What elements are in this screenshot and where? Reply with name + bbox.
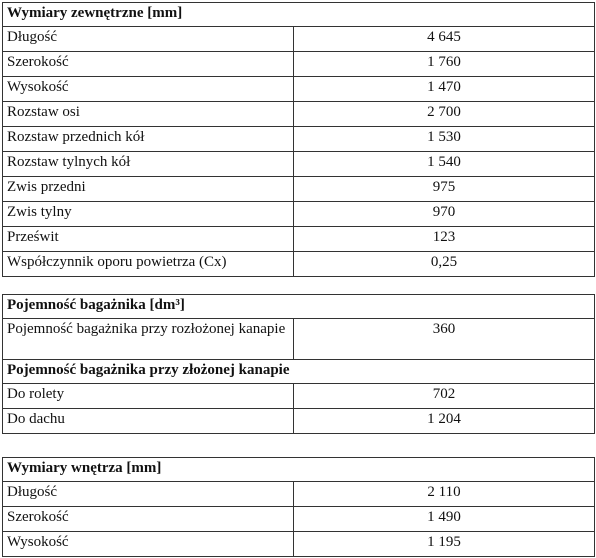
table-row: [3, 252, 595, 277]
table-row: [3, 177, 595, 202]
row-label: Pojemność bagażnika przy rozłożonej kanapie: [3, 319, 294, 360]
row-label: Prześwit: [3, 227, 294, 252]
row-label: Zwis tylny: [3, 202, 294, 227]
row-label: Wysokość: [3, 532, 294, 557]
row-value: 1 204: [294, 409, 595, 434]
exterior-title: Wymiary zewnętrzne [mm]: [3, 3, 595, 27]
table-row: [3, 127, 595, 152]
table-header-row: [3, 3, 595, 27]
row-value: 2 110: [294, 482, 595, 507]
interior-title: Wymiary wnętrza [mm]: [3, 458, 595, 482]
row-label: Do rolety: [3, 384, 294, 409]
table-row: [3, 27, 595, 52]
row-value: 1 490: [294, 507, 595, 532]
row-label: Do dachu: [3, 409, 294, 434]
row-value: 123: [294, 227, 595, 252]
table-row: [3, 77, 595, 102]
row-value: 1 195: [294, 532, 595, 557]
row-value: 702: [294, 384, 595, 409]
table-row: [3, 532, 595, 557]
table-row: [3, 102, 595, 127]
interior-dimensions-table: [2, 457, 595, 557]
row-label: Rozstaw przednich kół: [3, 127, 294, 152]
row-value: 1 540: [294, 152, 595, 177]
row-label: Rozstaw tylnych kół: [3, 152, 294, 177]
table-row: [3, 482, 595, 507]
row-label: Długość: [3, 482, 294, 507]
row-value: 360: [294, 319, 595, 360]
table-row: [3, 319, 595, 360]
exterior-dimensions-table: [2, 2, 595, 277]
folded-subtitle: Pojemność bagażnika przy złożonej kanapie: [3, 360, 595, 384]
row-value: 975: [294, 177, 595, 202]
row-value: 0,25: [294, 252, 595, 277]
table-row: [3, 202, 595, 227]
trunk-capacity-table: [2, 294, 595, 434]
row-label: Szerokość: [3, 52, 294, 77]
table-row: [3, 409, 595, 434]
row-label: Szerokość: [3, 507, 294, 532]
row-label: Zwis przedni: [3, 177, 294, 202]
table-row: [3, 227, 595, 252]
row-value: 970: [294, 202, 595, 227]
table-row: [3, 507, 595, 532]
row-value: 1 530: [294, 127, 595, 152]
trunk-title: Pojemność bagażnika [dm³]: [3, 295, 595, 319]
row-label: Długość: [3, 27, 294, 52]
table-row: [3, 152, 595, 177]
row-value: 4 645: [294, 27, 595, 52]
row-label: Rozstaw osi: [3, 102, 294, 127]
row-value: 1 470: [294, 77, 595, 102]
table-row: [3, 52, 595, 77]
row-label: Wysokość: [3, 77, 294, 102]
row-label: Współczynnik oporu powietrza (Cx): [3, 252, 294, 277]
row-value: 1 760: [294, 52, 595, 77]
row-value: 2 700: [294, 102, 595, 127]
table-header-row: [3, 295, 595, 319]
table-row: [3, 384, 595, 409]
table-header-row: [3, 458, 595, 482]
table-subheader-row: [3, 360, 595, 384]
